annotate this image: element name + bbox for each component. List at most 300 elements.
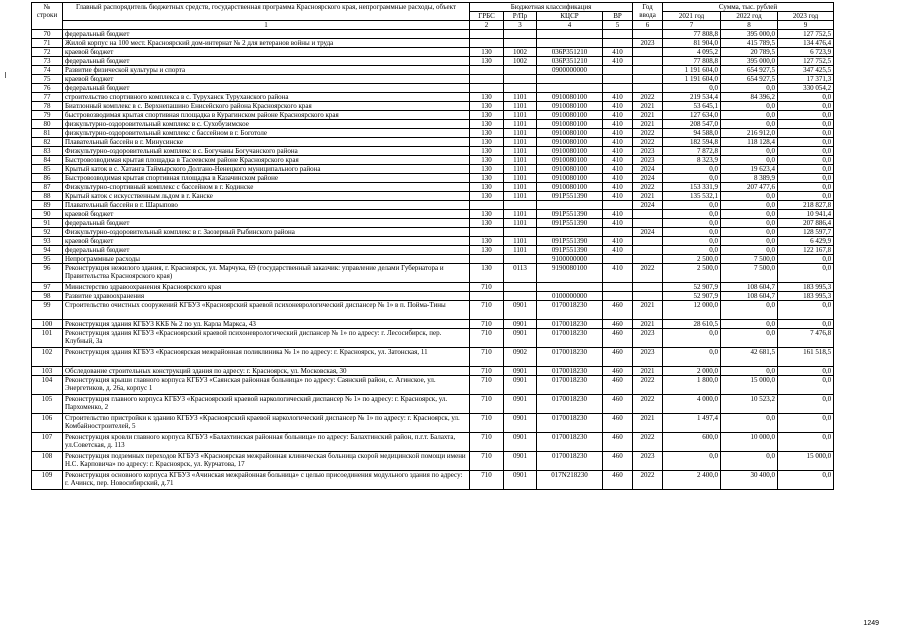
- row-number: 91: [32, 219, 63, 228]
- row-grbs: 710: [470, 452, 504, 471]
- margin-mark: [5, 72, 6, 78]
- header-kcsr: КЦСР: [537, 12, 603, 21]
- row-sum-2021: 4 000,0: [663, 395, 721, 414]
- table-row: [32, 66, 834, 75]
- row-sum-2021: 135 532,1: [663, 192, 721, 201]
- row-vr: 410: [603, 129, 633, 138]
- row-number: 107: [32, 433, 63, 452]
- row-sum-2022: 84 396,2: [721, 93, 778, 102]
- row-sum-2023: 0,0: [778, 93, 834, 102]
- row-grbs: 710: [470, 471, 504, 490]
- table-row: [32, 30, 834, 39]
- row-number: 72: [32, 48, 63, 57]
- colnum-4: 4: [537, 21, 603, 30]
- row-name: Реконструкция кровли главного корпуса КГБУЗ «Балахтинская районная больница» по адресу: Балахтинский район, п.г.т. Балахта, ул.Советская, д. 113: [63, 433, 470, 452]
- row-vr: 460: [603, 301, 633, 320]
- row-name: краевой бюджет: [63, 48, 470, 57]
- row-sum-2022: 395 000,0: [721, 57, 778, 66]
- row-name: Физкультурно-спортивный комплекс с бассейном в г. Кодинске: [63, 183, 470, 192]
- row-vr: 410: [603, 48, 633, 57]
- row-sum-2022: 0,0: [721, 147, 778, 156]
- row-grbs: [470, 30, 504, 39]
- row-vr: 460: [603, 367, 633, 376]
- row-vr: 410: [603, 156, 633, 165]
- row-grbs: 710: [470, 433, 504, 452]
- row-kcsr: 0910080100: [537, 93, 603, 102]
- row-rpr: [504, 39, 537, 48]
- row-sum-2021: 153 331,9: [663, 183, 721, 192]
- row-sum-2022: 118 128,4: [721, 138, 778, 147]
- table-row: [32, 237, 834, 246]
- row-grbs: 710: [470, 414, 504, 433]
- row-grbs: [470, 255, 504, 264]
- row-year: 2022: [633, 129, 663, 138]
- row-rpr: [504, 66, 537, 75]
- row-sum-2023: 6 723,9: [778, 48, 834, 57]
- row-number: 99: [32, 301, 63, 320]
- row-sum-2023: 0,0: [778, 264, 834, 283]
- row-year: 2024: [633, 201, 663, 210]
- row-rpr: 1101: [504, 219, 537, 228]
- row-sum-2021: 12 000,0: [663, 301, 721, 320]
- row-rpr: 0901: [504, 395, 537, 414]
- header-vr: ВР: [603, 12, 633, 21]
- row-rpr: [504, 283, 537, 292]
- row-sum-2023: 0,0: [778, 255, 834, 264]
- row-grbs: [470, 292, 504, 301]
- row-sum-2022: 0,0: [721, 102, 778, 111]
- row-rpr: 1101: [504, 138, 537, 147]
- row-grbs: 130: [470, 165, 504, 174]
- row-sum-2023: 0,0: [778, 192, 834, 201]
- row-number: 104: [32, 376, 63, 395]
- row-sum-2023: 183 995,3: [778, 283, 834, 292]
- row-vr: [603, 75, 633, 84]
- row-sum-2022: 415 789,5: [721, 39, 778, 48]
- row-number: 98: [32, 292, 63, 301]
- row-number: 106: [32, 414, 63, 433]
- row-kcsr: 0170018230: [537, 329, 603, 348]
- row-name: Строительство пристройки к зданию КГБУЗ «Красноярский краевой наркологический диспансер № 1» по адресу: г. Красноярск, ул. Комбайностроителей, 5: [63, 414, 470, 433]
- row-vr: 460: [603, 433, 633, 452]
- table-row: [32, 348, 834, 367]
- row-sum-2022: 0,0: [721, 367, 778, 376]
- row-year: 2022: [633, 471, 663, 490]
- row-year: 2021: [633, 414, 663, 433]
- row-sum-2023: 0,0: [778, 111, 834, 120]
- table-row: [32, 48, 834, 57]
- row-name: краевой бюджет: [63, 237, 470, 246]
- row-name: Быстровозводимая крытая спортивная площадка в Казачинском районе: [63, 174, 470, 183]
- row-sum-2022: 108 604,7: [721, 283, 778, 292]
- header-row-number: № строки: [32, 3, 63, 30]
- row-number: 76: [32, 84, 63, 93]
- row-vr: [603, 292, 633, 301]
- row-kcsr: 0170018230: [537, 367, 603, 376]
- row-sum-2021: 1 497,4: [663, 414, 721, 433]
- row-vr: [603, 255, 633, 264]
- row-vr: 410: [603, 57, 633, 66]
- row-year: [633, 75, 663, 84]
- row-grbs: 130: [470, 57, 504, 66]
- row-sum-2023: 0,0: [778, 147, 834, 156]
- row-number: 77: [32, 93, 63, 102]
- colnum-6: 6: [633, 21, 663, 30]
- row-sum-2023: 218 827,8: [778, 201, 834, 210]
- row-sum-2023: 17 371,3: [778, 75, 834, 84]
- row-year: 2022: [633, 376, 663, 395]
- row-kcsr: 091P551390: [537, 192, 603, 201]
- row-name: Быстровозводимая крытая площадка в Тасеевском районе Красноярского края: [63, 156, 470, 165]
- row-grbs: 130: [470, 93, 504, 102]
- row-grbs: 130: [470, 210, 504, 219]
- row-rpr: 1101: [504, 183, 537, 192]
- row-rpr: 0901: [504, 414, 537, 433]
- row-sum-2023: 134 476,4: [778, 39, 834, 48]
- row-name: Жилой корпус на 100 мест. Красноярский дом-интернат № 2 для ветеранов войны и труда: [63, 39, 470, 48]
- row-vr: 460: [603, 471, 633, 490]
- row-sum-2021: 0,0: [663, 165, 721, 174]
- row-sum-2021: 0,0: [663, 201, 721, 210]
- row-rpr: 0113: [504, 264, 537, 283]
- row-grbs: 130: [470, 129, 504, 138]
- row-sum-2022: 0,0: [721, 301, 778, 320]
- row-year: [633, 246, 663, 255]
- row-number: 102: [32, 348, 63, 367]
- row-sum-2023: 122 167,8: [778, 246, 834, 255]
- row-sum-2022: 15 000,0: [721, 376, 778, 395]
- row-vr: 410: [603, 264, 633, 283]
- row-grbs: 130: [470, 48, 504, 57]
- row-sum-2022: 20 789,5: [721, 48, 778, 57]
- row-sum-2021: 52 907,9: [663, 283, 721, 292]
- row-kcsr: 036P351210: [537, 57, 603, 66]
- row-rpr: [504, 84, 537, 93]
- row-number: 74: [32, 66, 63, 75]
- row-sum-2022: 7 500,0: [721, 255, 778, 264]
- row-kcsr: [537, 201, 603, 210]
- row-grbs: 710: [470, 329, 504, 348]
- row-rpr: 1101: [504, 210, 537, 219]
- row-kcsr: 0170018230: [537, 452, 603, 471]
- row-rpr: [504, 75, 537, 84]
- row-kcsr: 091P551390: [537, 237, 603, 246]
- row-rpr: 1101: [504, 102, 537, 111]
- row-sum-2021: 2 000,0: [663, 367, 721, 376]
- row-kcsr: 0910080100: [537, 102, 603, 111]
- row-sum-2022: 0,0: [721, 111, 778, 120]
- row-year: 2024: [633, 228, 663, 237]
- row-sum-2021: 0,0: [663, 329, 721, 348]
- row-name: краевой бюджет: [63, 75, 470, 84]
- row-sum-2021: 94 588,0: [663, 129, 721, 138]
- row-sum-2021: 2 500,0: [663, 255, 721, 264]
- row-number: 103: [32, 367, 63, 376]
- budget-table-sheet: [31, 2, 833, 490]
- row-sum-2021: 53 645,1: [663, 102, 721, 111]
- row-name: Обследование строительных конструкций здания по адресу: г. Красноярск, ул. Московская, 30: [63, 367, 470, 376]
- row-sum-2021: 600,0: [663, 433, 721, 452]
- row-grbs: 130: [470, 264, 504, 283]
- row-kcsr: 0910080100: [537, 129, 603, 138]
- row-grbs: [470, 84, 504, 93]
- row-sum-2022: 10 523,2: [721, 395, 778, 414]
- row-number: 95: [32, 255, 63, 264]
- row-rpr: 1101: [504, 156, 537, 165]
- row-rpr: 0901: [504, 471, 537, 490]
- row-year: 2023: [633, 348, 663, 367]
- row-year: [633, 66, 663, 75]
- row-name: Строительство очистных сооружений КГБУЗ «Красноярский краевой психоневрологический диспансер № 1» в п. Пойма-Тины: [63, 301, 470, 320]
- row-kcsr: 0910080100: [537, 165, 603, 174]
- row-rpr: [504, 292, 537, 301]
- row-grbs: 130: [470, 219, 504, 228]
- table-row: [32, 264, 834, 283]
- table-row: [32, 57, 834, 66]
- row-kcsr: 0910080100: [537, 138, 603, 147]
- table-row: [32, 367, 834, 376]
- table-row: [32, 228, 834, 237]
- table-row: [32, 219, 834, 228]
- table-row: [32, 93, 834, 102]
- row-sum-2023: 0,0: [778, 102, 834, 111]
- row-number: 100: [32, 320, 63, 329]
- colnum-8: 8: [721, 21, 778, 30]
- row-number: 80: [32, 120, 63, 129]
- row-rpr: 1002: [504, 48, 537, 57]
- table-row: [32, 395, 834, 414]
- row-name: Физкультурно-оздоровительный комплекс в с. Богучаны Богучанского района: [63, 147, 470, 156]
- row-name: федеральный бюджет: [63, 57, 470, 66]
- row-vr: [603, 283, 633, 292]
- row-name: Реконструкция подземных переходов КГБУЗ «Красноярская межрайонная клиническая больница скорой медицинской помощи имени Н.С. Карповича» по адресу: г. Красноярск, ул. Курчатова, 17: [63, 452, 470, 471]
- row-name: федеральный бюджет: [63, 219, 470, 228]
- row-kcsr: [537, 283, 603, 292]
- row-sum-2022: 0,0: [721, 84, 778, 93]
- row-grbs: 130: [470, 192, 504, 201]
- row-sum-2023: 0,0: [778, 174, 834, 183]
- table-row: [32, 75, 834, 84]
- row-sum-2022: 216 912,0: [721, 129, 778, 138]
- row-sum-2021: 0,0: [663, 237, 721, 246]
- row-sum-2023: 183 995,3: [778, 292, 834, 301]
- row-year: 2021: [633, 120, 663, 129]
- row-number: 78: [32, 102, 63, 111]
- table-row: [32, 283, 834, 292]
- row-sum-2022: 42 681,5: [721, 348, 778, 367]
- row-sum-2022: 8 389,9: [721, 174, 778, 183]
- row-kcsr: 091P551390: [537, 219, 603, 228]
- page-number: 1249: [863, 620, 879, 627]
- row-name: Крытый каток с искусственным льдом в г. Канске: [63, 192, 470, 201]
- row-kcsr: 0170018230: [537, 414, 603, 433]
- row-rpr: 1101: [504, 147, 537, 156]
- row-sum-2021: 8 323,9: [663, 156, 721, 165]
- row-sum-2022: 0,0: [721, 320, 778, 329]
- row-vr: 460: [603, 376, 633, 395]
- table-row: [32, 102, 834, 111]
- row-vr: 460: [603, 329, 633, 348]
- row-kcsr: 0910080100: [537, 156, 603, 165]
- row-vr: [603, 201, 633, 210]
- header-sum: Сумма, тыс. рублей: [663, 3, 834, 12]
- row-year: 2022: [633, 264, 663, 283]
- row-vr: [603, 84, 633, 93]
- row-kcsr: 0100000000: [537, 292, 603, 301]
- row-number: 92: [32, 228, 63, 237]
- row-sum-2022: 30 400,0: [721, 471, 778, 490]
- row-name: федеральный бюджет: [63, 246, 470, 255]
- row-sum-2023: 330 054,2: [778, 84, 834, 93]
- row-year: 2021: [633, 111, 663, 120]
- row-sum-2023: 0,0: [778, 433, 834, 452]
- row-vr: 410: [603, 102, 633, 111]
- row-sum-2022: 0,0: [721, 329, 778, 348]
- table-row: [32, 201, 834, 210]
- colnum-7: 7: [663, 21, 721, 30]
- row-year: 2022: [633, 433, 663, 452]
- row-grbs: [470, 228, 504, 237]
- row-name: Реконструкция основного корпуса КГБУЗ «Ачинская межрайонная больница» с целью присоединения модульного здания по адресу: г. Ачинск, пер. Новосибирский, д.71: [63, 471, 470, 490]
- row-sum-2022: 0,0: [721, 219, 778, 228]
- row-name: краевой бюджет: [63, 210, 470, 219]
- row-sum-2022: 654 927,5: [721, 75, 778, 84]
- header-rpr: Р/Пр: [504, 12, 537, 21]
- header-year: Год ввода: [633, 3, 663, 21]
- row-sum-2022: 654 927,5: [721, 66, 778, 75]
- table-row: [32, 129, 834, 138]
- table-row: [32, 301, 834, 320]
- row-vr: 460: [603, 452, 633, 471]
- colnum-1: 1: [63, 21, 470, 30]
- row-sum-2023: 127 752,5: [778, 57, 834, 66]
- row-kcsr: 091P551390: [537, 210, 603, 219]
- row-name: федеральный бюджет: [63, 84, 470, 93]
- row-number: 82: [32, 138, 63, 147]
- row-rpr: 0901: [504, 320, 537, 329]
- row-grbs: 710: [470, 367, 504, 376]
- row-number: 70: [32, 30, 63, 39]
- row-sum-2022: 0,0: [721, 237, 778, 246]
- row-sum-2021: 2 500,0: [663, 264, 721, 283]
- row-sum-2023: 10 941,4: [778, 210, 834, 219]
- row-number: 108: [32, 452, 63, 471]
- row-grbs: 710: [470, 395, 504, 414]
- row-grbs: [470, 66, 504, 75]
- row-name: Министерство здравоохранения Красноярского края: [63, 283, 470, 292]
- row-rpr: [504, 255, 537, 264]
- row-kcsr: 0910080100: [537, 120, 603, 129]
- row-rpr: 1101: [504, 93, 537, 102]
- colnum-2: 2: [470, 21, 504, 30]
- table-row: [32, 292, 834, 301]
- row-vr: 460: [603, 395, 633, 414]
- row-year: 2023: [633, 39, 663, 48]
- row-year: 2022: [633, 395, 663, 414]
- row-sum-2023: 0,0: [778, 120, 834, 129]
- row-sum-2023: 0,0: [778, 376, 834, 395]
- row-sum-2021: 0,0: [663, 228, 721, 237]
- row-rpr: [504, 228, 537, 237]
- row-rpr: 0901: [504, 301, 537, 320]
- row-grbs: 130: [470, 102, 504, 111]
- row-sum-2021: 1 800,0: [663, 376, 721, 395]
- row-year: [633, 237, 663, 246]
- row-kcsr: 017N218230: [537, 471, 603, 490]
- row-sum-2023: 7 476,8: [778, 329, 834, 348]
- row-rpr: 1101: [504, 192, 537, 201]
- row-name: Реконструкция главного корпуса КГБУЗ «Красноярский краевой наркологический диспансер № 1» по адресу: г. Красноярск, ул. Пархоменко, 2: [63, 395, 470, 414]
- row-year: 2021: [633, 192, 663, 201]
- row-name: физкультурно-оздоровительный комплекс в с. Сухобузимское: [63, 120, 470, 129]
- row-sum-2023: 0,0: [778, 138, 834, 147]
- table-row: [32, 174, 834, 183]
- row-number: 81: [32, 129, 63, 138]
- row-name: строительство спортивного комплекса в с. Туруханск Туруханского района: [63, 93, 470, 102]
- row-kcsr: [537, 39, 603, 48]
- table-row: [32, 210, 834, 219]
- row-sum-2023: 347 425,5: [778, 66, 834, 75]
- row-sum-2023: 0,0: [778, 414, 834, 433]
- row-grbs: 130: [470, 246, 504, 255]
- row-sum-2021: 81 904,0: [663, 39, 721, 48]
- row-year: [633, 48, 663, 57]
- table-row: [32, 147, 834, 156]
- row-sum-2023: 128 597,7: [778, 228, 834, 237]
- row-sum-2021: 77 808,8: [663, 30, 721, 39]
- row-kcsr: 036P351210: [537, 48, 603, 57]
- row-vr: 410: [603, 174, 633, 183]
- header-budget-classification: Бюджетная классификация: [470, 3, 633, 12]
- row-rpr: 1002: [504, 57, 537, 66]
- row-sum-2021: 182 594,8: [663, 138, 721, 147]
- row-kcsr: 0910080100: [537, 111, 603, 120]
- row-sum-2021: 0,0: [663, 84, 721, 93]
- row-rpr: 1101: [504, 129, 537, 138]
- row-kcsr: 0170018230: [537, 301, 603, 320]
- table-row: [32, 165, 834, 174]
- table-row: [32, 414, 834, 433]
- row-kcsr: [537, 228, 603, 237]
- row-kcsr: 0170018230: [537, 395, 603, 414]
- header-recipient: Главный распорядитель бюджетных средств, государственная программа Красноярского края, непрограммные расходы, объект: [63, 3, 470, 21]
- row-sum-2023: 0,0: [778, 129, 834, 138]
- row-sum-2023: 127 752,5: [778, 30, 834, 39]
- row-kcsr: 0910080100: [537, 147, 603, 156]
- row-vr: [603, 66, 633, 75]
- header-2022: 2022 год: [721, 12, 778, 21]
- row-grbs: [470, 39, 504, 48]
- row-sum-2021: 52 907,9: [663, 292, 721, 301]
- table-row: [32, 255, 834, 264]
- row-vr: 410: [603, 93, 633, 102]
- row-grbs: 710: [470, 320, 504, 329]
- row-vr: 410: [603, 120, 633, 129]
- colnum-9: 9: [778, 21, 834, 30]
- row-sum-2022: 10 000,0: [721, 433, 778, 452]
- row-grbs: 130: [470, 156, 504, 165]
- row-kcsr: [537, 84, 603, 93]
- row-vr: [603, 30, 633, 39]
- row-grbs: 130: [470, 138, 504, 147]
- row-kcsr: 0170018230: [537, 376, 603, 395]
- row-sum-2021: 4 095,2: [663, 48, 721, 57]
- row-year: 2021: [633, 367, 663, 376]
- row-number: 86: [32, 174, 63, 183]
- table-row: [32, 320, 834, 329]
- row-kcsr: 0900000000: [537, 66, 603, 75]
- row-year: [633, 255, 663, 264]
